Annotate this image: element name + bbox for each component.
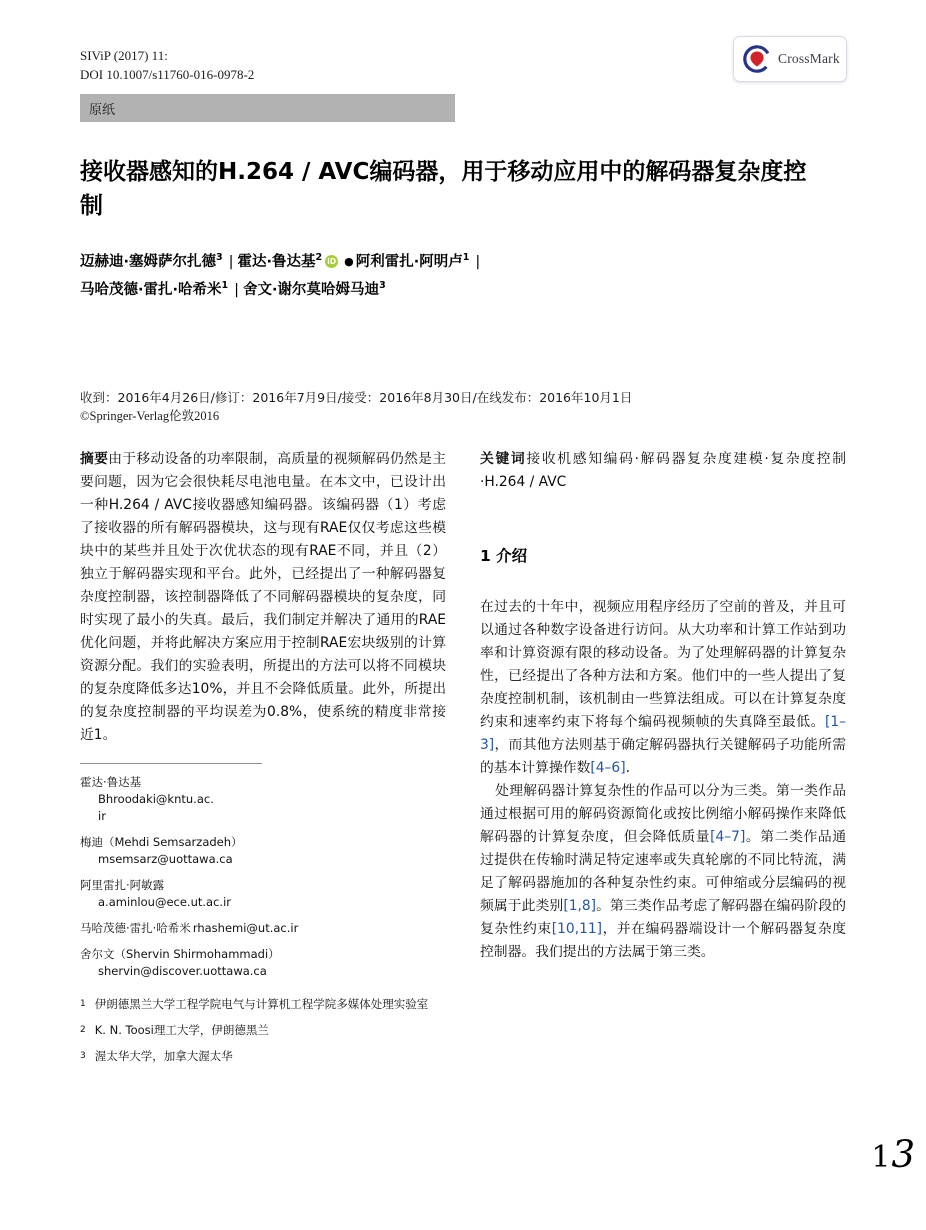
author-list [80, 246, 800, 302]
contact-entry [80, 774, 446, 825]
contact-email-line: shervin@discover.uottawa.ca [98, 964, 267, 978]
intro-text: 。第二类作品通过提供在传输时满足特定速率或失真轮廓的不同比特流，满足了解码器施加的各种复杂性约束。可伸缩或分层编码的视频属于此类别 [480, 829, 847, 914]
page-mark-three: 3 [891, 1133, 915, 1176]
affiliation-text: 渥太华大学，加拿大渥太华 [94, 1049, 233, 1063]
crossmark-icon [742, 44, 772, 74]
orcid-icon[interactable]: iD [325, 255, 338, 268]
abstract-paragraph [80, 448, 446, 747]
intro-text: 在过去的十年中，视频应用程序经历了空前的普及，并且可以通过各种数字设备进行访问。从大功率和计算工作站到功率和计算资源有限的移动设备。为了处理解码器的计算复杂性，已经提出了各种方法和方案。他们中的一些人提出了复杂度控制机制，该机制由一些算法组成。可以在计算复杂度约束和速率约束下将每个编码视频帧的失真降至最低。 [480, 599, 846, 730]
paper-title: 接收器感知的H.264 / AVC编码器，用于移动应用中的解码器复杂度控制 [80, 159, 807, 219]
author-separator: | [475, 253, 481, 270]
article-type-banner [80, 94, 455, 122]
author-line-2 [80, 274, 800, 302]
keywords-paragraph [480, 448, 846, 494]
intro-text: ，而其他方法则基于确定解码器执行关键解码子功能所需的基本计算操作数 [480, 737, 846, 776]
affiliation-text: K. N. Toosi理工大学，伊朗德黑兰 [94, 1023, 269, 1037]
affiliation-footnotes [80, 996, 446, 1065]
citation-link[interactable]: [4–6] [590, 760, 626, 776]
correspondence-block [80, 774, 446, 980]
intro-text: 处理解码器计算复杂性的作品可以分为三类。第一类作品通过根据可用的解码资源简化或按比例缩小解码操作来降低解码器的计算复杂度，但会降低质量 [480, 783, 846, 845]
citation-link[interactable]: [1–3] [480, 714, 846, 753]
contact-entry [80, 877, 446, 911]
author-bullet: ● [344, 254, 354, 268]
affiliation-number: 3 [80, 1051, 86, 1061]
journal-reference: SIViP (2017) 11: [80, 48, 168, 63]
keywords-label: 关键词 [480, 451, 527, 467]
contact-name: 马哈茂德·雷扎·哈希米 [80, 921, 191, 935]
author-separator: | [228, 253, 234, 270]
abstract-text: 由于移动设备的功率限制，高质量的视频解码仍然是主要问题，因为它会很快耗尽电池电量。在本文中，已设计出一种H.264 / AVC接收器感知编码器。该编码器（1）考虑了接收器的所有解码器模块，这与现有RAE仅仅考虑这些模块中的某些并且处于次优状态的现有RAE不同，并且（2）独立于解码器实现和平台。此外，已经提出了一种解码器复杂度控制器，该控制器降低了不同解码器模块的复杂度，同时实现了最小的失真。最后，我们制定并解决了通用的RAE优化问题，并将此解决方案应用于控制RAE宏块级别的计算资源分配。我们的实验表明，所提出的方法可以将不同模块的复杂度降低多达10%，并且不会降低质量。此外，所提出的复杂度控制器的平均误差为0.8%，使系统的精度非常接近1。 [80, 451, 447, 743]
contact-name: 阿里雷扎·阿敏露 [80, 878, 165, 892]
author-name: 马哈茂德·雷扎·哈希米 [80, 281, 222, 298]
contact-name: 霍达·鲁达基 [80, 775, 142, 789]
left-column [80, 448, 446, 1074]
intro-text: ，并在编码器端设计一个解码器复杂度控制器。我们提出的方法属于第三类。 [480, 921, 847, 960]
contact-email-line: ir [98, 809, 106, 823]
contact-name: 舍尔文（Shervin Shirmohammadi） [80, 947, 280, 961]
contact-email: rhashemi@ut.ac.ir [192, 921, 299, 935]
author-affiliation-sup: 2 [315, 252, 323, 263]
citation-link[interactable]: [10,11] [551, 921, 603, 937]
contact-entry [80, 920, 446, 937]
contact-name: 梅迪（Mehdi Semsarzadeh） [80, 835, 243, 849]
article-type-label: 原纸 [89, 102, 116, 118]
crossmark-label: CrossMark [778, 51, 840, 66]
author-affiliation-sup: 1 [221, 279, 229, 291]
affiliation-text: 伊朗德黑兰大学工程学院电气与计算机工程学院多媒体处理实验室 [94, 997, 429, 1011]
article-history: 收到：2016年4月26日/修订：2016年7月9日/接受：2016年8月30日/在线发布：2016年10月1日 [80, 390, 633, 405]
doi-line: DOI 10.1007/s11760-016-0978-2 [80, 67, 255, 82]
author-affiliation-sup: 1 [462, 252, 470, 263]
affiliation-entry [80, 1022, 446, 1039]
author-line-1 [80, 246, 800, 274]
affiliation-number: 1 [80, 999, 86, 1009]
contact-entry [80, 834, 446, 868]
section-heading-introduction: 1 介绍 [480, 547, 528, 565]
keywords-text: 接收机感知编码·解码器复杂度建模·复杂度控制·H.264 / AVC [480, 451, 847, 490]
affiliation-entry [80, 996, 446, 1013]
page-mark-one: 1 [871, 1140, 891, 1175]
author-name: 霍达·鲁达基 [237, 253, 316, 270]
two-column-body [80, 448, 846, 1074]
citation-link[interactable]: [1,8] [563, 898, 597, 914]
author-name: 阿利雷扎·阿明卢 [355, 253, 463, 270]
author-affiliation-sup: 3 [379, 279, 386, 291]
contact-email-line: msemsarz@uottawa.ca [98, 852, 233, 866]
right-column [480, 448, 846, 1074]
abstract-label: 摘要 [80, 451, 109, 467]
contact-entry [80, 946, 446, 980]
journal-header [80, 46, 254, 84]
citation-link[interactable]: [4–7] [710, 829, 746, 845]
author-name: 舍文·谢尔莫哈姆马迪 [243, 281, 380, 298]
footnote-divider [80, 763, 262, 764]
contact-email-line: Bhroodaki@kntu.ac. [98, 792, 214, 806]
contact-email [80, 894, 446, 911]
affiliation-number: 2 [80, 1025, 86, 1035]
author-separator: | [234, 281, 240, 298]
copyright-line: ©Springer-Verlag伦敦2016 [80, 409, 220, 423]
contact-email [80, 851, 446, 868]
intro-paragraph-2 [480, 780, 846, 964]
affiliation-entry [80, 1048, 446, 1065]
springer-page-mark [871, 1134, 915, 1179]
author-affiliation-sup: 3 [216, 252, 223, 263]
intro-text: . [625, 760, 630, 776]
contact-email-line: a.aminlou@ece.ut.ac.ir [98, 895, 231, 909]
intro-paragraph-1 [480, 596, 846, 780]
crossmark-badge[interactable] [733, 36, 847, 82]
contact-email [80, 963, 446, 980]
author-name: 迈赫迪·塞姆萨尔扎德 [80, 253, 217, 270]
contact-email [80, 791, 446, 825]
intro-text: 。第三类作品考虑了解码器在编码阶段的复杂性约束 [480, 898, 847, 937]
